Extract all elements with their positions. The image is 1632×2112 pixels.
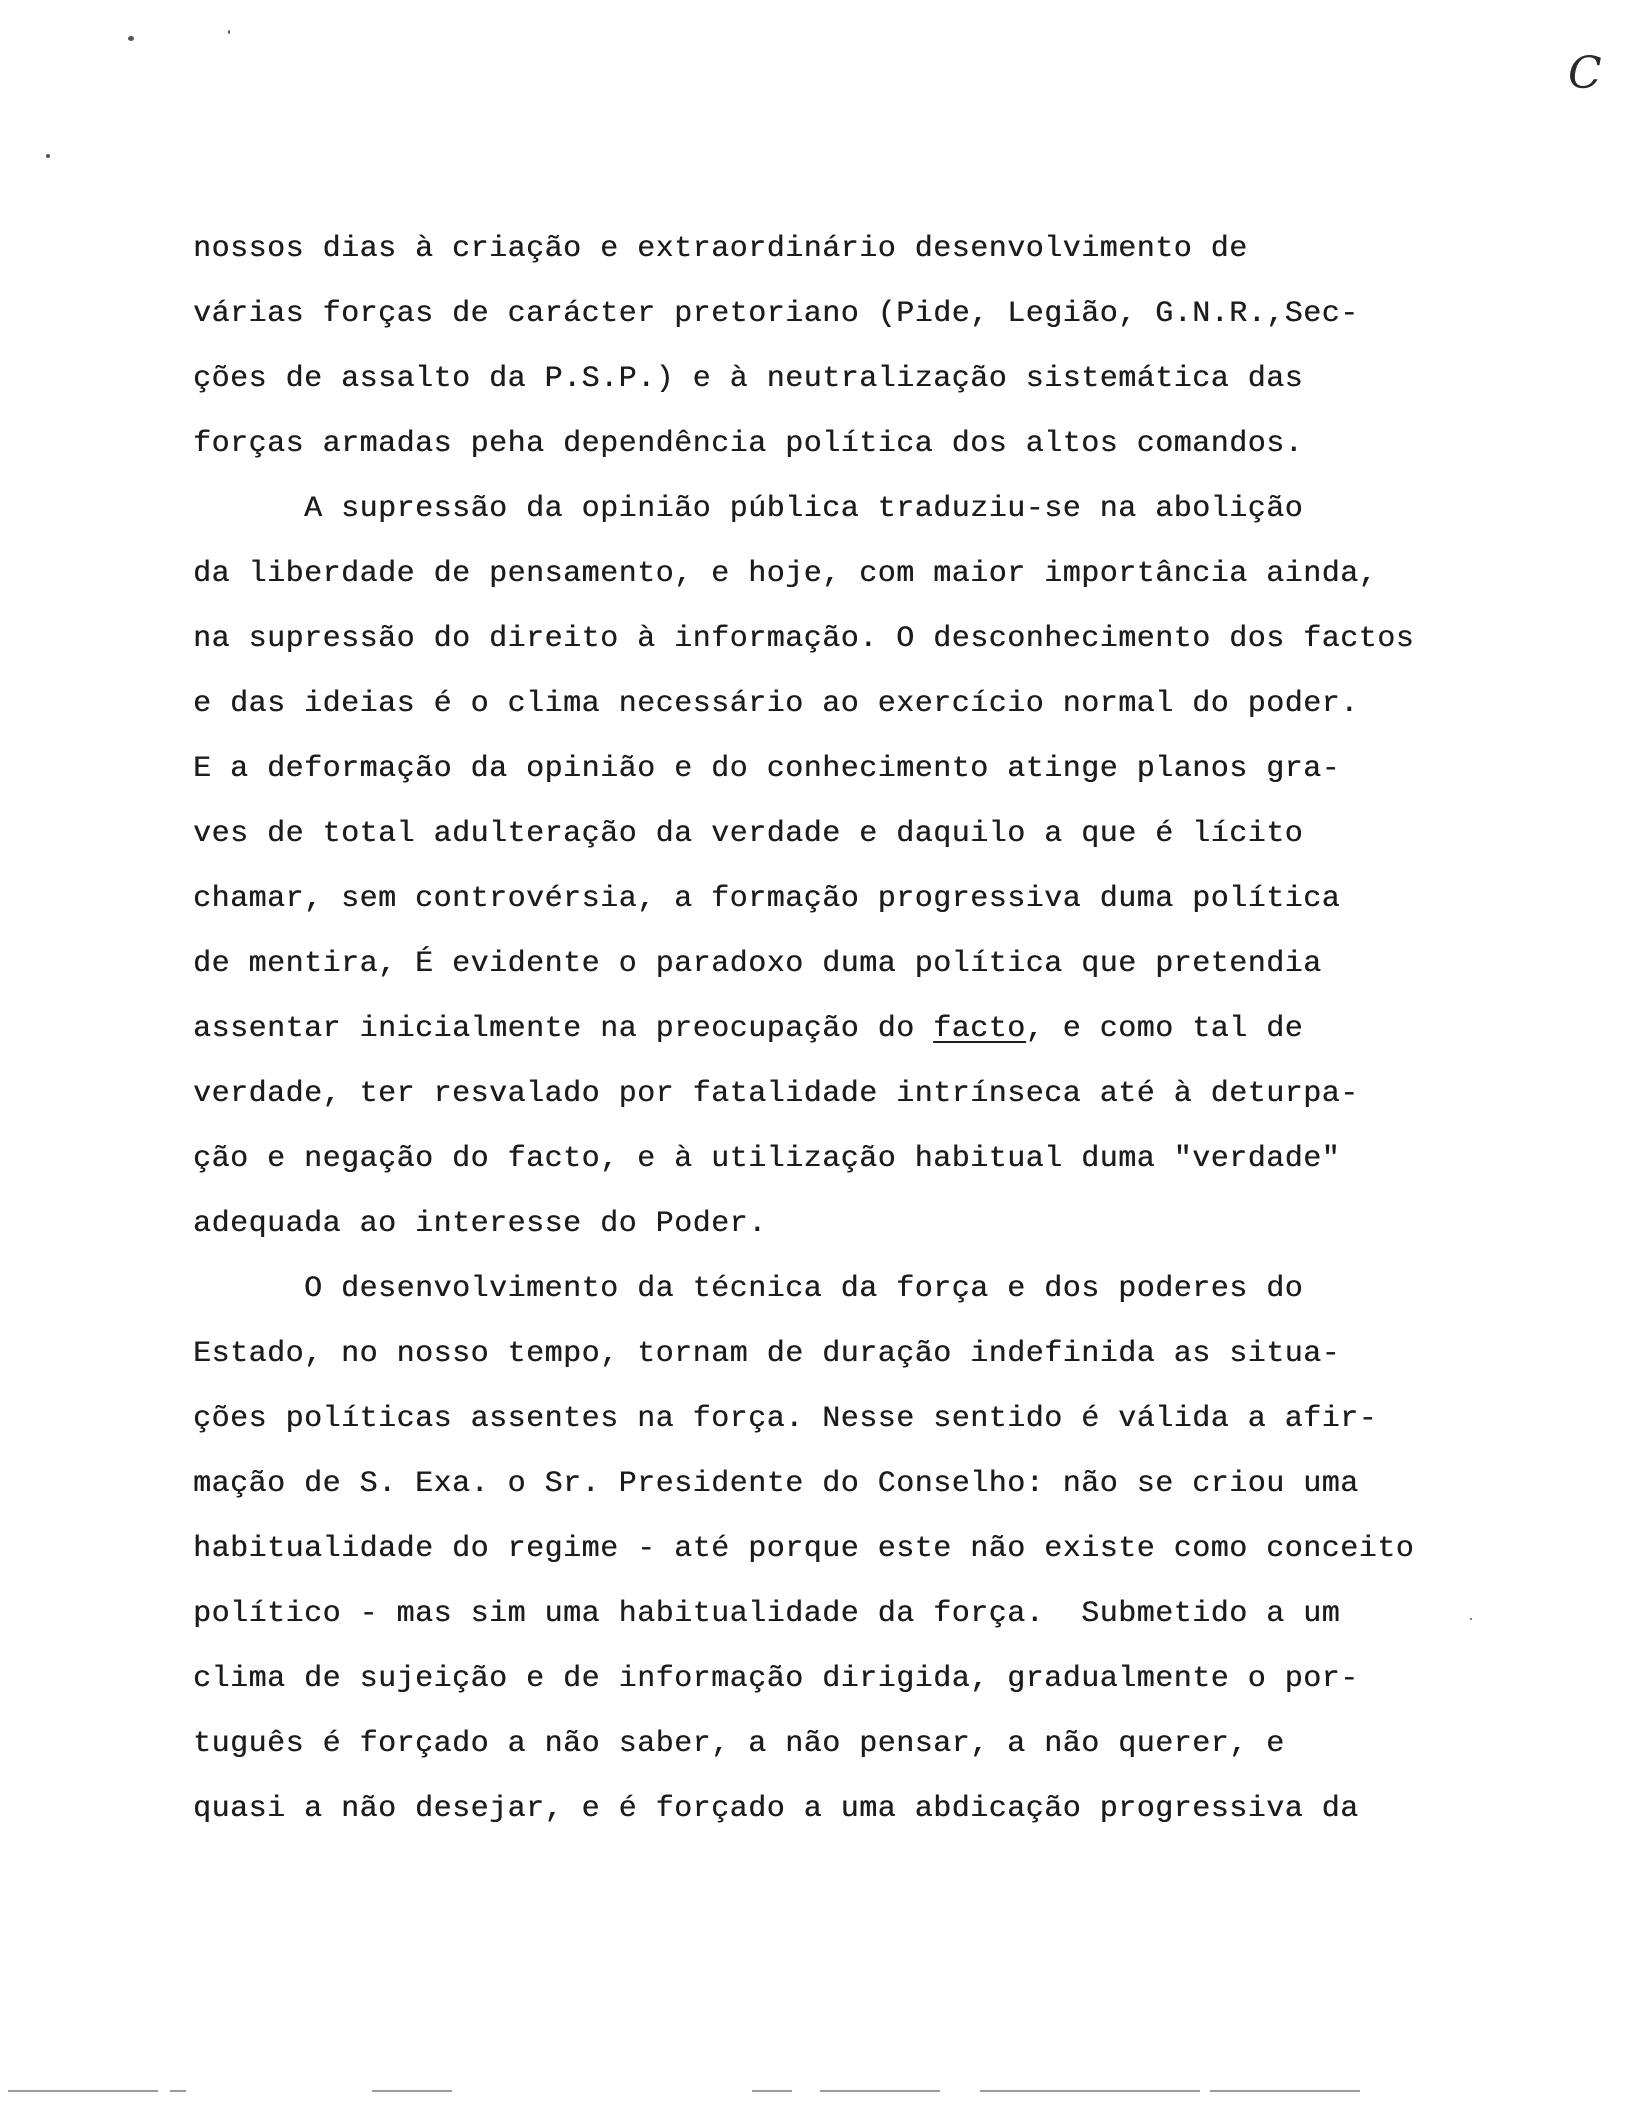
text-line: O desenvolvimento da técnica da força e dos poderes do [193, 1272, 1304, 1306]
text-segment: assentar inicialmente na preocupação do [193, 1012, 934, 1046]
text-line: verdade, ter resvalado por fatalidade intrínseca até à deturpa- [193, 1077, 1359, 1111]
text-line: E a deformação da opinião e do conhecimento atinge planos gra- [193, 752, 1341, 786]
text-line: de mentira, É evidente o paradoxo duma política que pretendia [193, 947, 1322, 981]
text-line: clima de sujeição e de informação dirigida, gradualmente o por- [193, 1662, 1359, 1696]
text-line: na supressão do direito à informação. O desconhecimento dos factos [193, 622, 1415, 656]
scan-edge-noise [0, 2090, 1632, 2096]
text-line: ção e negação do facto, e à utilização habitual duma "verdade" [193, 1142, 1341, 1176]
text-line: político - mas sim uma habitualidade da força. Submetido a um [193, 1597, 1341, 1631]
underlined-word: facto [933, 1012, 1026, 1046]
scan-speck [46, 154, 50, 158]
text-line: ções políticas assentes na força. Nesse sentido é válida a afir- [193, 1402, 1378, 1436]
text-line: mação de S. Exa. o Sr. Presidente do Conselho: não se criou uma [193, 1467, 1359, 1501]
text-line: ções de assalto da P.S.P.) e à neutralização sistemática das [193, 362, 1304, 396]
text-line: quasi a não desejar, e é forçado a uma abdicação progressiva da [193, 1792, 1359, 1826]
text-line: ves de total adulteração da verdade e daquilo a que é lícito [193, 817, 1304, 851]
text-line: várias forças de carácter pretoriano (Pide, Legião, G.N.R.,Sec- [193, 297, 1359, 331]
text-line: Estado, no nosso tempo, tornam de duração indefinida as situa- [193, 1337, 1341, 1371]
text-line: da liberdade de pensamento, e hoje, com maior importância ainda, [193, 557, 1378, 591]
text-line: forças armadas peha dependência política dos altos comandos. [193, 427, 1304, 461]
text-line: e das ideias é o clima necessário ao exercício normal do poder. [193, 687, 1359, 721]
text-line: A supressão da opinião pública traduziu-se na abolição [193, 492, 1304, 526]
text-line: tuguês é forçado a não saber, a não pensar, a não querer, e [193, 1727, 1285, 1761]
scan-speck [228, 30, 230, 34]
text-line: adequada ao interesse do Poder. [193, 1207, 767, 1241]
text-line [193, 1012, 1303, 1046]
scan-speck [128, 36, 134, 41]
text-segment: , e como tal de [1025, 1012, 1304, 1046]
scan-speck [1470, 1618, 1472, 1620]
text-line: chamar, sem controvérsia, a formação progressiva duma política [193, 882, 1341, 916]
page-mark: C [1568, 48, 1602, 99]
text-line: nossos dias à criação e extraordinário desenvolvimento de [193, 232, 1248, 266]
text-line: habitualidade do regime - até porque este não existe como conceito [193, 1532, 1415, 1566]
